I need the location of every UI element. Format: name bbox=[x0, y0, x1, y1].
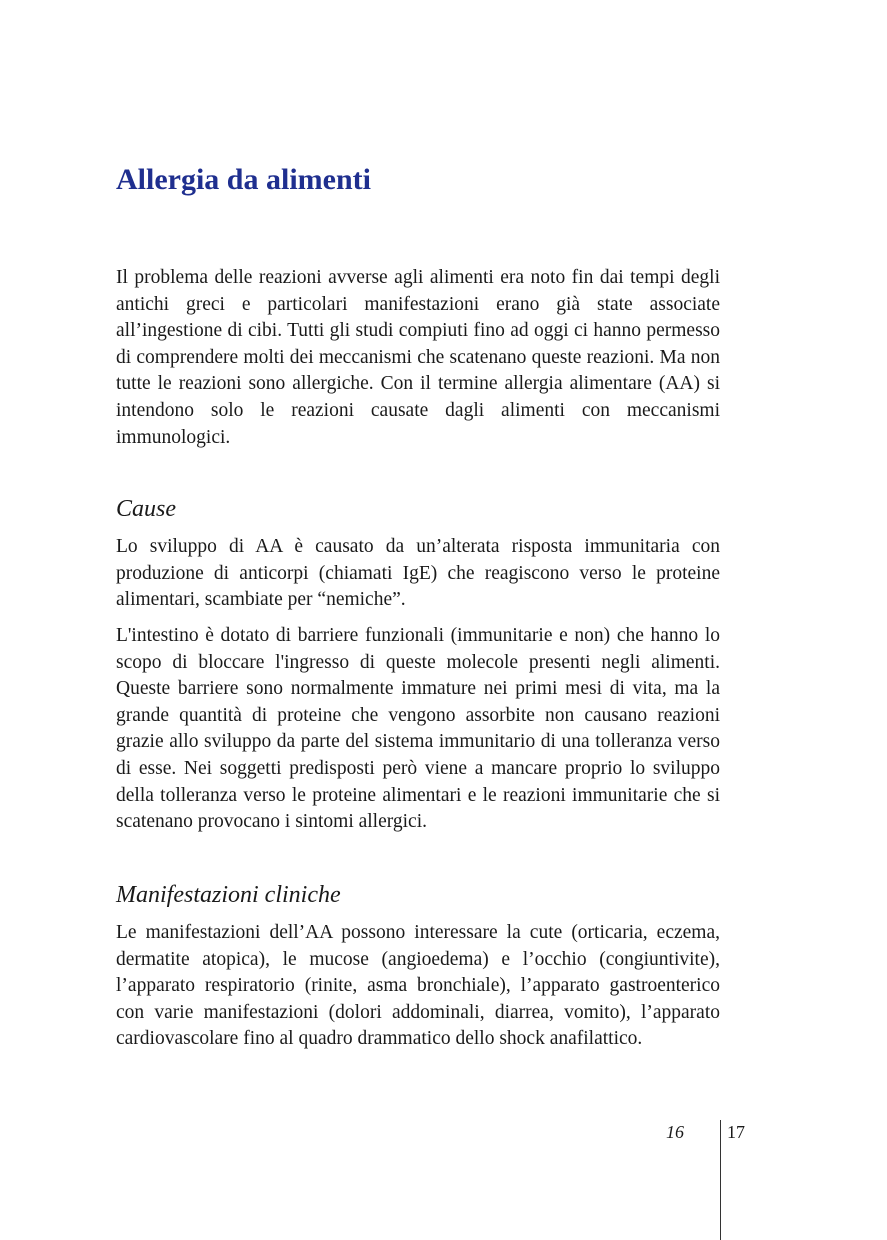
cause-paragraph-1: Lo sviluppo di AA è causato da un’alterata risposta immunitaria con produzione di anticorpi (chiamati IgE) che reagiscono verso le proteine alimentari, scambiate per “nemiche”. bbox=[116, 536, 720, 611]
cause-paragraph-2: L'intestino è dotato di barriere funzionali (immunitarie e non) che hanno lo scopo di bloccare l'ingresso di queste molecole presenti negli alimenti. Queste barriere sono normalmente immature nei primi mesi di vita, ma la grande quantità di proteine che vengono assorbite non causano reazioni grazie allo sviluppo da parte del sistema immunitario di una tolleranza verso di esse. Nei soggetti predisposti però viene a mancare proprio lo sviluppo della tolleranza verso le proteine alimentari e le reazioni immunitarie che si scatenano provocano i sintomi allergici. bbox=[116, 625, 720, 833]
section-heading-cause: Cause bbox=[116, 496, 176, 522]
page-divider-line bbox=[720, 1120, 721, 1240]
manifestazioni-paragraph-1: Le manifestazioni dell’AA possono interessare la cute (orticaria, eczema, dermatite atopica), le mucose (angioedema) e l’occhio (congiuntivite), l’apparato respiratorio (rinite, asma bronchiale), l’apparato gastroenterico con varie manifestazioni (dolori addominali, diarrea, vomito), l’apparato cardiovascolare fino al quadro drammatico dello shock anafilattico. bbox=[116, 922, 720, 1050]
section-heading-manifestazioni: Manifestazioni cliniche bbox=[116, 882, 341, 908]
page-number-left: 16 bbox=[666, 1122, 684, 1142]
page-number-right: 17 bbox=[727, 1122, 745, 1142]
page-title: Allergia da alimenti bbox=[116, 163, 371, 196]
intro-paragraph: Il problema delle reazioni avverse agli alimenti era noto fin dai tempi degli antichi greci e particolari manifestazioni erano già state associate all’ingestione di cibi. Tutti gli studi compiuti fino ad oggi ci hanno permesso di comprendere molti dei meccanismi che scatenano queste reazioni. Ma non tutte le reazioni sono allergiche. Con il termine allergia alimentare (AA) si intendono solo le reazioni causate dagli alimenti con meccanismi immunologici. bbox=[116, 267, 720, 448]
